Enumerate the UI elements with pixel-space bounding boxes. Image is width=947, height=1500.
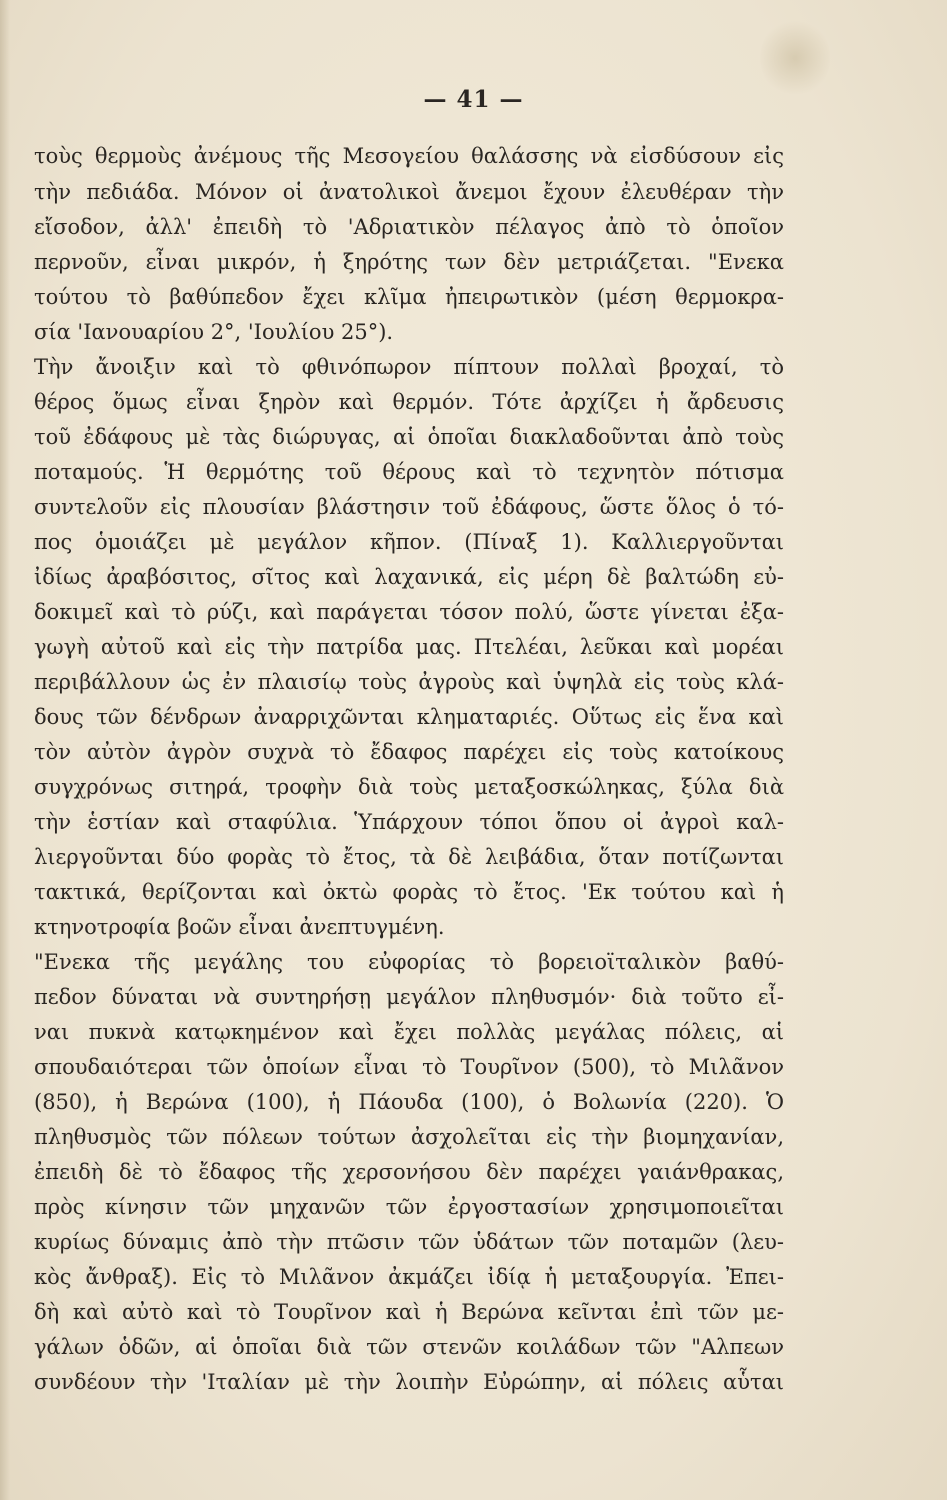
text-line-30: ἐπειδὴ δὲ τὸ ἔδαφος τῆς χερσονήσου δὲν παρέχει γαιάνθρακας, — [34, 1160, 784, 1184]
text-line-36: συνδέουν τὴν 'Ιταλίαν μὲ τὴν λοιπὴν Εὐρώπην, αἱ πόλεις αὗται — [34, 1370, 784, 1394]
text-line-1: τοὺς θερμοὺς ἀνέμους τῆς Μεσογείου θαλάσσης νὰ εἰσδύσουν εἰς — [34, 144, 784, 168]
text-line-2: τὴν πεδιάδα. Μόνον οἱ ἀνατολικοὶ ἄνεμοι ἔχουν ἐλευθέραν τὴν — [34, 180, 784, 204]
text-line-28: (850), ἡ Βερώνα (100), ἡ Πάουδα (100), ὁ Βολωνία (220). Ὁ — [34, 1090, 784, 1114]
text-line-32: κυρίως δύναμις ἀπὸ τὴν πτῶσιν τῶν ὑδάτων τῶν ποταμῶν (λευ- — [34, 1230, 784, 1254]
text-line-14: δοκιμεῖ καὶ τὸ ρύζι, καὶ παράγεται τόσον πολύ, ὥστε γίνεται ἐξα- — [34, 600, 784, 624]
text-line-20: τὴν ἑστίαν καὶ σταφύλια. Ὑπάρχουν τόποι ὅπου οἱ ἀγροὶ καλ- — [34, 810, 784, 834]
page-edge-shadow — [0, 0, 10, 1500]
text-line-15: γωγὴ αὐτοῦ καὶ εἰς τὴν πατρίδα μας. Πτελέαι, λεῦκαι καὶ μορέαι — [34, 635, 784, 659]
text-line-9: τοῦ ἐδάφους μὲ τὰς διώρυγας, αἱ ὁποῖαι διακλαδοῦνται ἀπὸ τοὺς — [34, 425, 784, 449]
text-line-12: πος ὁμοιάζει μὲ μεγάλον κῆπον. (Πίναξ 1). Καλλιεργοῦνται — [34, 530, 784, 554]
text-line-33: κὸς ἄνθραξ). Εἰς τὸ Μιλᾶνον ἀκμάζει ἰδίᾳ ἡ μεταξουργία. Ἐπει- — [34, 1265, 784, 1289]
text-line-35: γάλων ὁδῶν, αἱ ὁποῖαι διὰ τῶν στενῶν κοιλάδων τῶν "Αλπεων — [34, 1335, 784, 1359]
text-line-10: ποταμούς. Ἡ θερμότης τοῦ θέρους καὶ τὸ τεχνητὸν πότισμα — [34, 460, 784, 484]
text-line-25: πεδον δύναται νὰ συντηρήσῃ μεγάλον πληθυσμόν· διὰ τοῦτο εἶ- — [34, 985, 784, 1009]
text-line-13: ἰδίως ἀραβόσιτος, σῖτος καὶ λαχανικά, εἰς μέρη δὲ βαλτώδη εὐ- — [34, 565, 784, 589]
text-line-17: δους τῶν δένδρων ἀναρριχῶνται κληματαριές. Οὕτως εἰς ἕνα καὶ — [34, 705, 784, 729]
text-line-19: συγχρόνως σιτηρά, τροφὴν διὰ τοὺς μεταξοσκώληκας, ξύλα διὰ — [34, 775, 784, 799]
text-line-21: λιεργοῦνται δύο φορὰς τὸ ἔτος, τὰ δὲ λειβάδια, ὅταν ποτίζωνται — [34, 845, 784, 869]
text-line-23: κτηνοτροφία βοῶν εἶναι ἀνεπτυγμένη. — [34, 915, 445, 939]
page-number: — 41 — — [423, 86, 524, 113]
text-line-34: δὴ καὶ αὐτὸ καὶ τὸ Τουρῖνον καὶ ἡ Βερώνα κεῖνται ἐπὶ τῶν με- — [34, 1300, 784, 1324]
text-line-24: "Ενεκα τῆς μεγάλης του εὐφορίας τὸ βορειοϊταλικὸν βαθύ- — [34, 950, 784, 974]
text-line-7: Τὴν ἄνοιξιν καὶ τὸ φθινόπωρον πίπτουν πολλαὶ βροχαί, τὸ — [34, 355, 784, 379]
text-line-6: σία 'Ιανουαρίου 2°, 'Ιουλίου 25°). — [34, 320, 394, 344]
text-line-26: ναι πυκνὰ κατῳκημένον καὶ ἔχει πολλὰς μεγάλας πόλεις, αἱ — [34, 1020, 784, 1044]
text-line-3: εἴσοδον, ἀλλ' ἐπειδὴ τὸ 'Αδριατικὸν πέλαγος ἀπὸ τὸ ὁποῖον — [34, 215, 784, 239]
text-line-5: τούτου τὸ βαθύπεδον ἔχει κλῖμα ἠπειρωτικὸν (μέση θερμοκρα- — [34, 285, 784, 309]
text-line-8: θέρος ὅμως εἶναι ξηρὸν καὶ θερμόν. Τότε ἀρχίζει ἡ ἄρδευσις — [34, 390, 784, 414]
text-line-22: τακτικά, θερίζονται καὶ ὀκτὼ φορὰς τὸ ἔτος. 'Εκ τούτου καὶ ἡ — [34, 880, 784, 904]
text-line-29: πληθυσμὸς τῶν πόλεων τούτων ἀσχολεῖται εἰς τὴν βιομηχανίαν, — [34, 1125, 784, 1149]
text-line-18: τὸν αὐτὸν ἀγρὸν συχνὰ τὸ ἔδαφος παρέχει εἰς τοὺς κατοίκους — [34, 740, 784, 764]
text-line-11: συντελοῦν εἰς πλουσίαν βλάστησιν τοῦ ἐδάφους, ὥστε ὅλος ὁ τό- — [34, 495, 784, 519]
text-line-16: περιβάλλουν ὡς ἐν πλαισίῳ τοὺς ἀγροὺς καὶ ὑψηλὰ εἰς τοὺς κλά- — [34, 670, 784, 694]
text-line-31: πρὸς κίνησιν τῶν μηχανῶν τῶν ἐργοστασίων χρησιμοποιεῖται — [34, 1195, 784, 1219]
text-line-27: σπουδαιότεραι τῶν ὁποίων εἶναι τὸ Τουρῖνον (500), τὸ Μιλᾶνον — [34, 1055, 784, 1079]
text-line-4: περνοῦν, εἶναι μικρόν, ἡ ξηρότης των δὲν μετριάζεται. "Ενεκα — [34, 250, 784, 274]
